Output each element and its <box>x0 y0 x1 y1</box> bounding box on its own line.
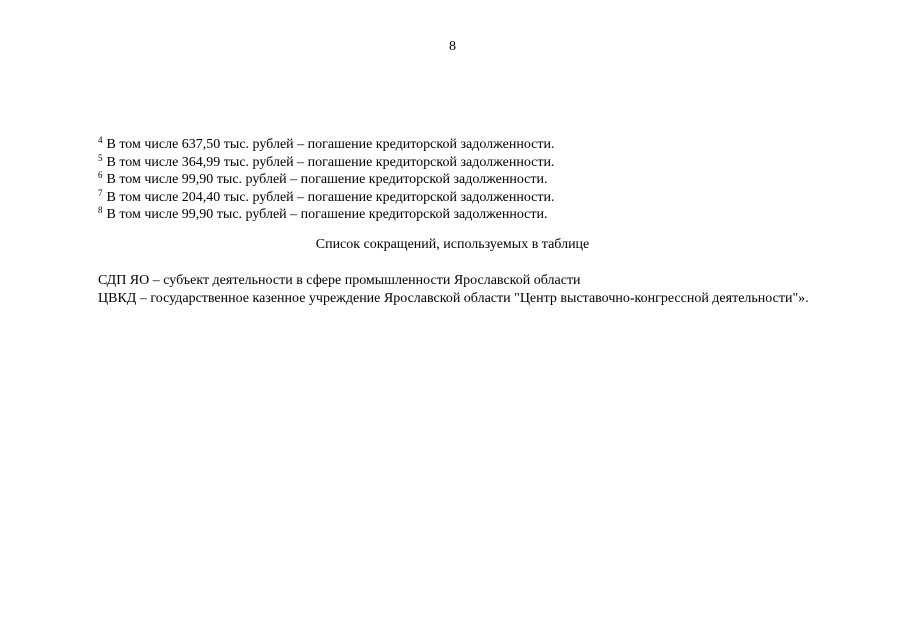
footnote-item <box>98 206 843 224</box>
abbreviations-list <box>60 272 844 307</box>
footnote-item <box>98 154 843 172</box>
footnote-item <box>98 136 843 154</box>
footnote-text: В том числе 364,99 тыс. рублей – погашение кредиторской задолженности. <box>106 154 555 170</box>
footnote-text: В том числе 99,90 тыс. рублей – погашение кредиторской задолженности. <box>106 207 548 222</box>
footnotes-list <box>98 136 843 224</box>
footnote-mark: 4 <box>98 135 103 145</box>
footnote-text: В том числе 99,90 тыс. рублей – погашение кредиторской задолженности. <box>106 172 548 187</box>
footnote-item <box>98 189 843 207</box>
footnote-text: В том числе 637,50 тыс. рублей – погашение кредиторской задолженности. <box>106 137 555 152</box>
footnote-mark: 5 <box>98 152 103 163</box>
footnote-mark: 7 <box>98 187 103 198</box>
abbreviation-item: СДП ЯО – субъект деятельности в сфере промышленности Ярославской области <box>98 273 581 288</box>
footnote-mark: 8 <box>98 205 103 215</box>
abbreviation-item: ЦВКД – государственное казенное учреждение Ярославской области "Центр выставочно-конгрессной деятельности"». <box>98 290 809 306</box>
footnote-item <box>98 171 843 189</box>
abbreviations-title: Список сокращений, используемых в таблице <box>315 237 590 252</box>
footnote-text: В том числе 204,40 тыс. рублей – погашение кредиторской задолженности. <box>106 189 555 205</box>
footnote-mark: 6 <box>98 170 103 180</box>
page-number: 8 <box>449 39 456 54</box>
